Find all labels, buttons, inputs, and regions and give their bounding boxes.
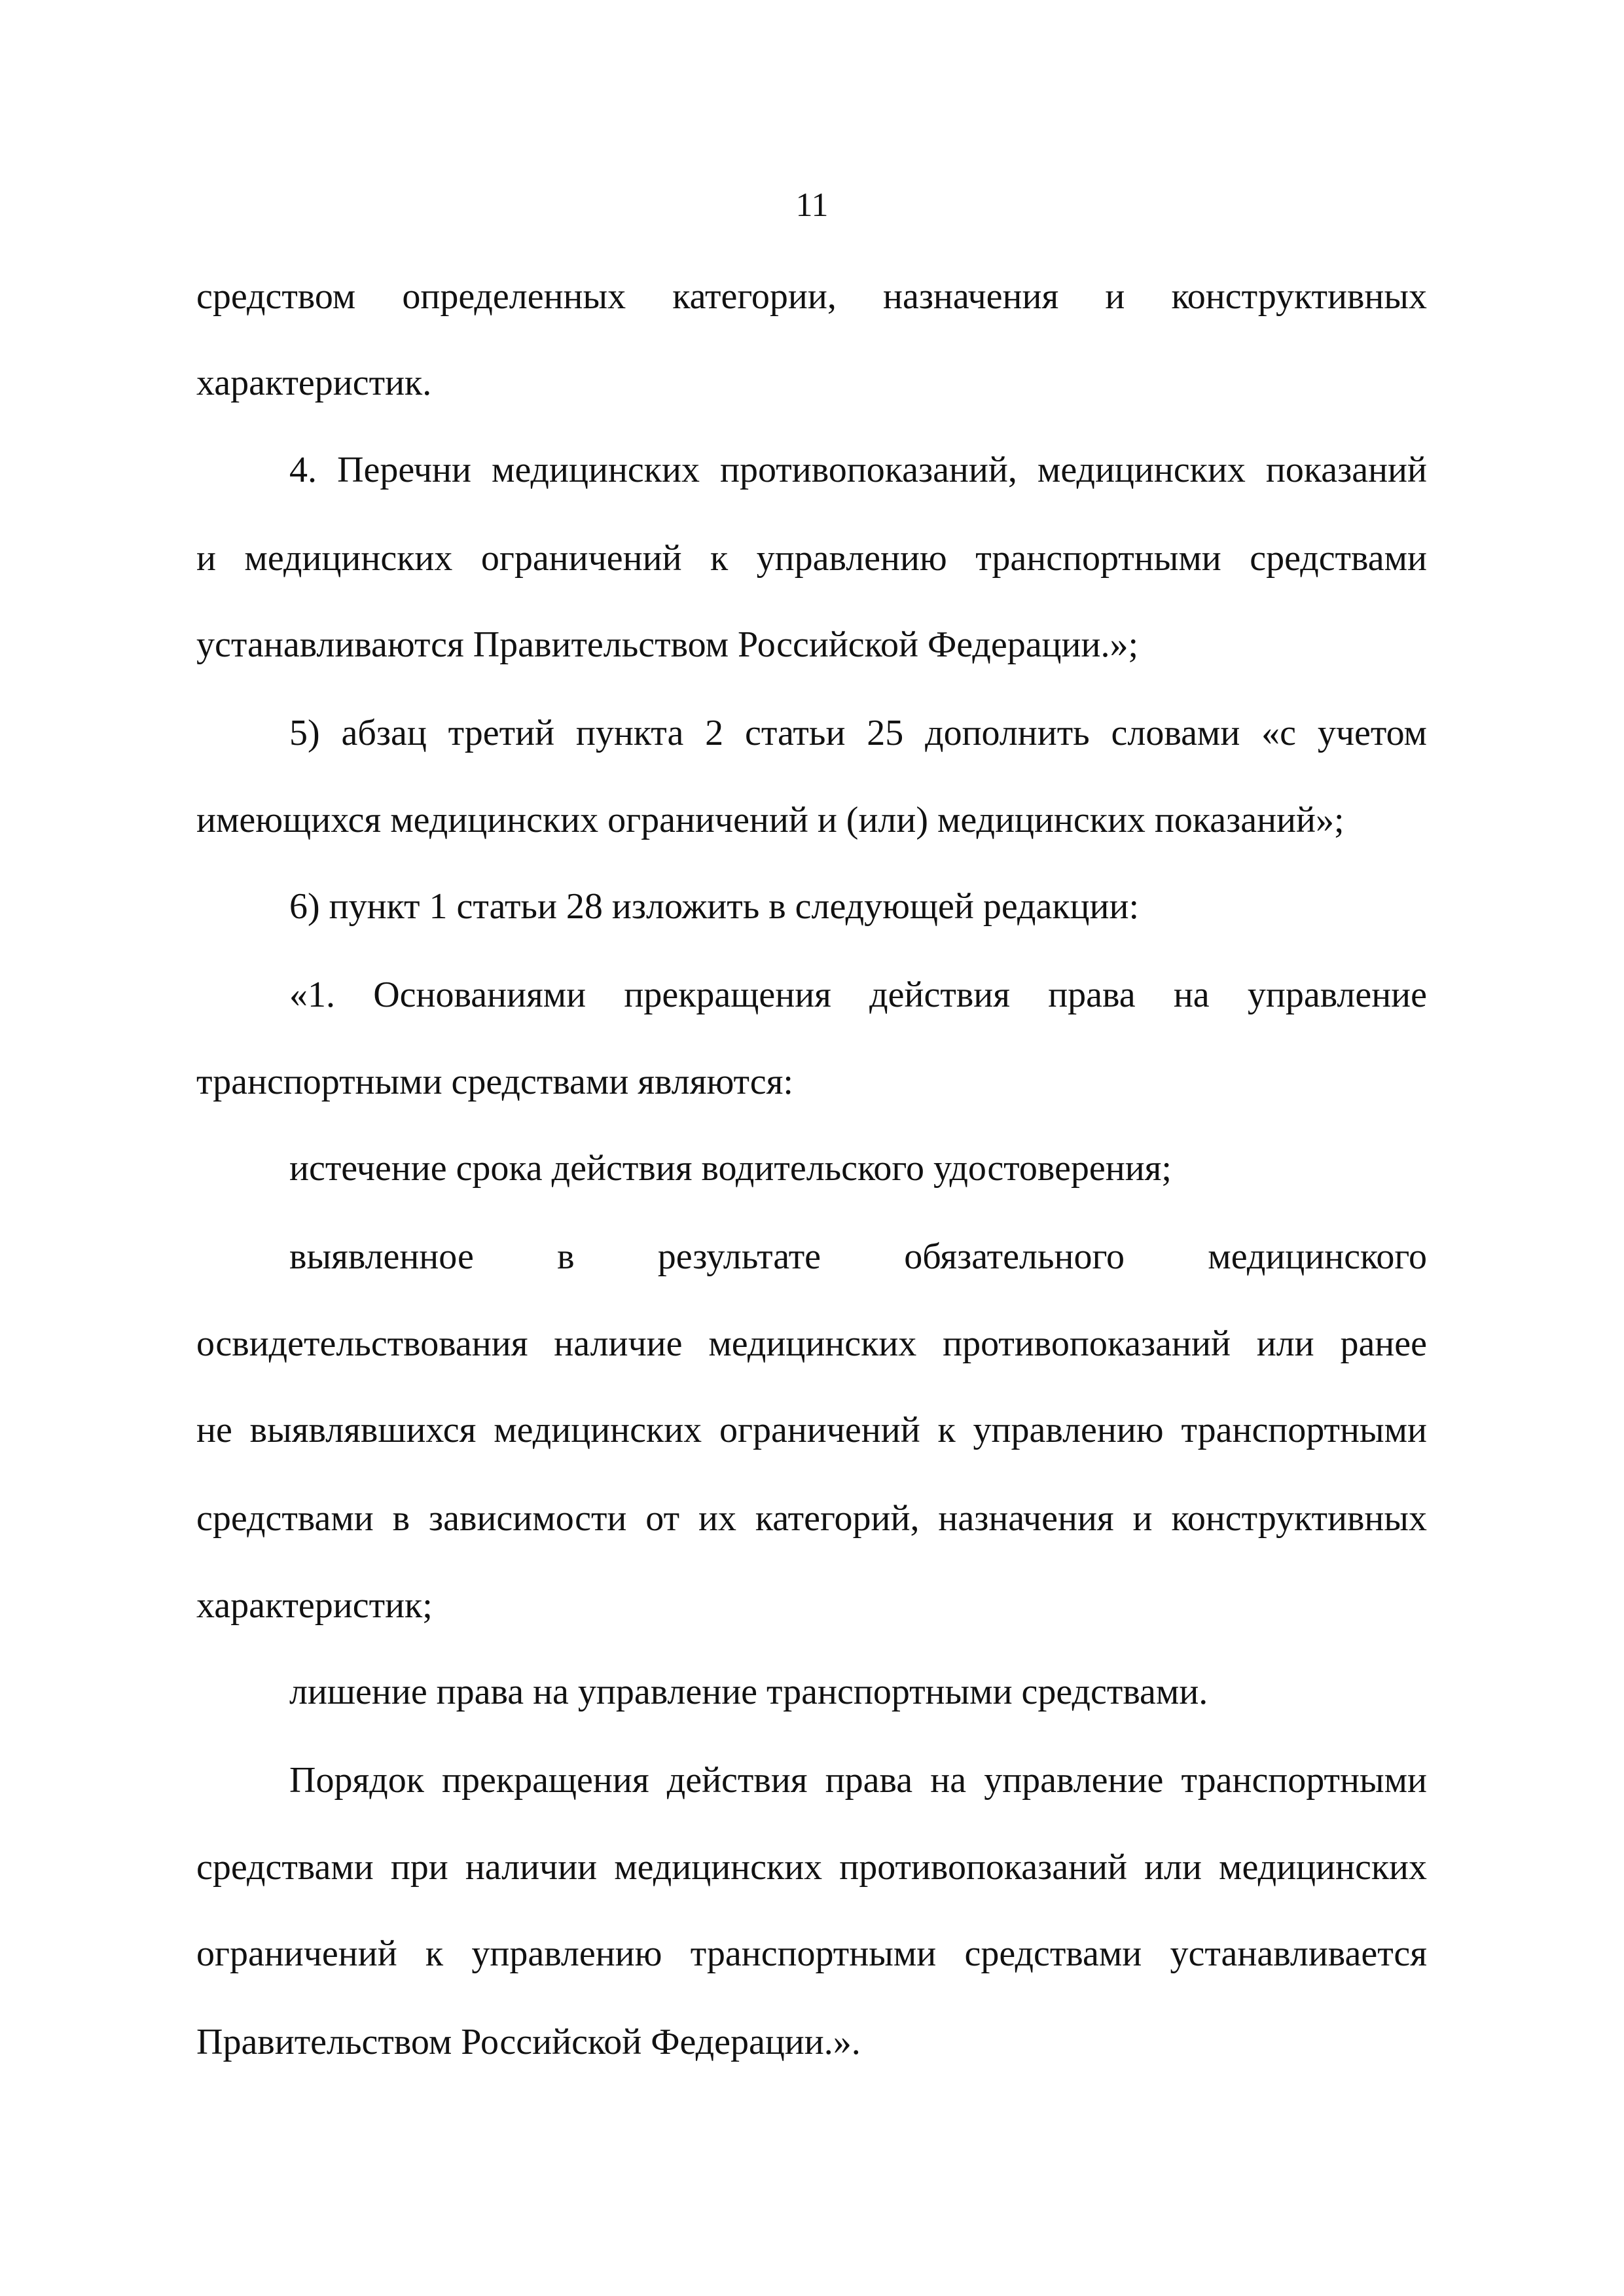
text-line: имеющихся медицинских ограничений и (или) медицинских показаний»; xyxy=(196,800,1344,840)
page-number: 11 xyxy=(795,187,829,224)
text-line: характеристик; xyxy=(196,1585,433,1626)
text-line: Порядок прекращения действия права на управление транспортными xyxy=(289,1760,1427,1801)
text-line: «1. Основаниями прекращения действия права на управление xyxy=(289,975,1427,1015)
text-line: 6) пункт 1 статьи 28 изложить в следующей редакции: xyxy=(289,886,1140,927)
text-line: характеристик. xyxy=(196,363,432,403)
text-line: не выявлявшихся медицинских ограничений к управлению транспортными xyxy=(196,1410,1427,1450)
text-line: 5) абзац третий пункта 2 статьи 25 дополнить словами «с учетом xyxy=(289,713,1427,753)
text-line: освидетельствования наличие медицинских противопоказаний или ранее xyxy=(196,1323,1427,1364)
text-line: устанавливаются Правительством Российской Федерации.»; xyxy=(196,624,1139,665)
text-line: Правительством Российской Федерации.». xyxy=(196,2022,861,2062)
text-line: транспортными средствами являются: xyxy=(196,1062,793,1102)
text-line: ограничений к управлению транспортными средствами устанавливается xyxy=(196,1933,1427,1974)
text-line: средствами при наличии медицинских противопоказаний или медицинских xyxy=(196,1847,1427,1888)
text-line: средствами в зависимости от их категорий, назначения и конструктивных xyxy=(196,1498,1427,1539)
text-line: средством определенных категории, назначения и конструктивных xyxy=(196,276,1427,317)
text-line: выявленное в результате обязательного медицинского xyxy=(289,1236,1427,1277)
text-line: и медицинских ограничений к управлению транспортными средствами xyxy=(196,538,1427,579)
text-line: истечение срока действия водительского удостоверения; xyxy=(289,1148,1172,1189)
text-line: лишение права на управление транспортными средствами. xyxy=(289,1672,1208,1712)
text-line: 4. Перечни медицинских противопоказаний, медицинских показаний xyxy=(289,450,1427,490)
